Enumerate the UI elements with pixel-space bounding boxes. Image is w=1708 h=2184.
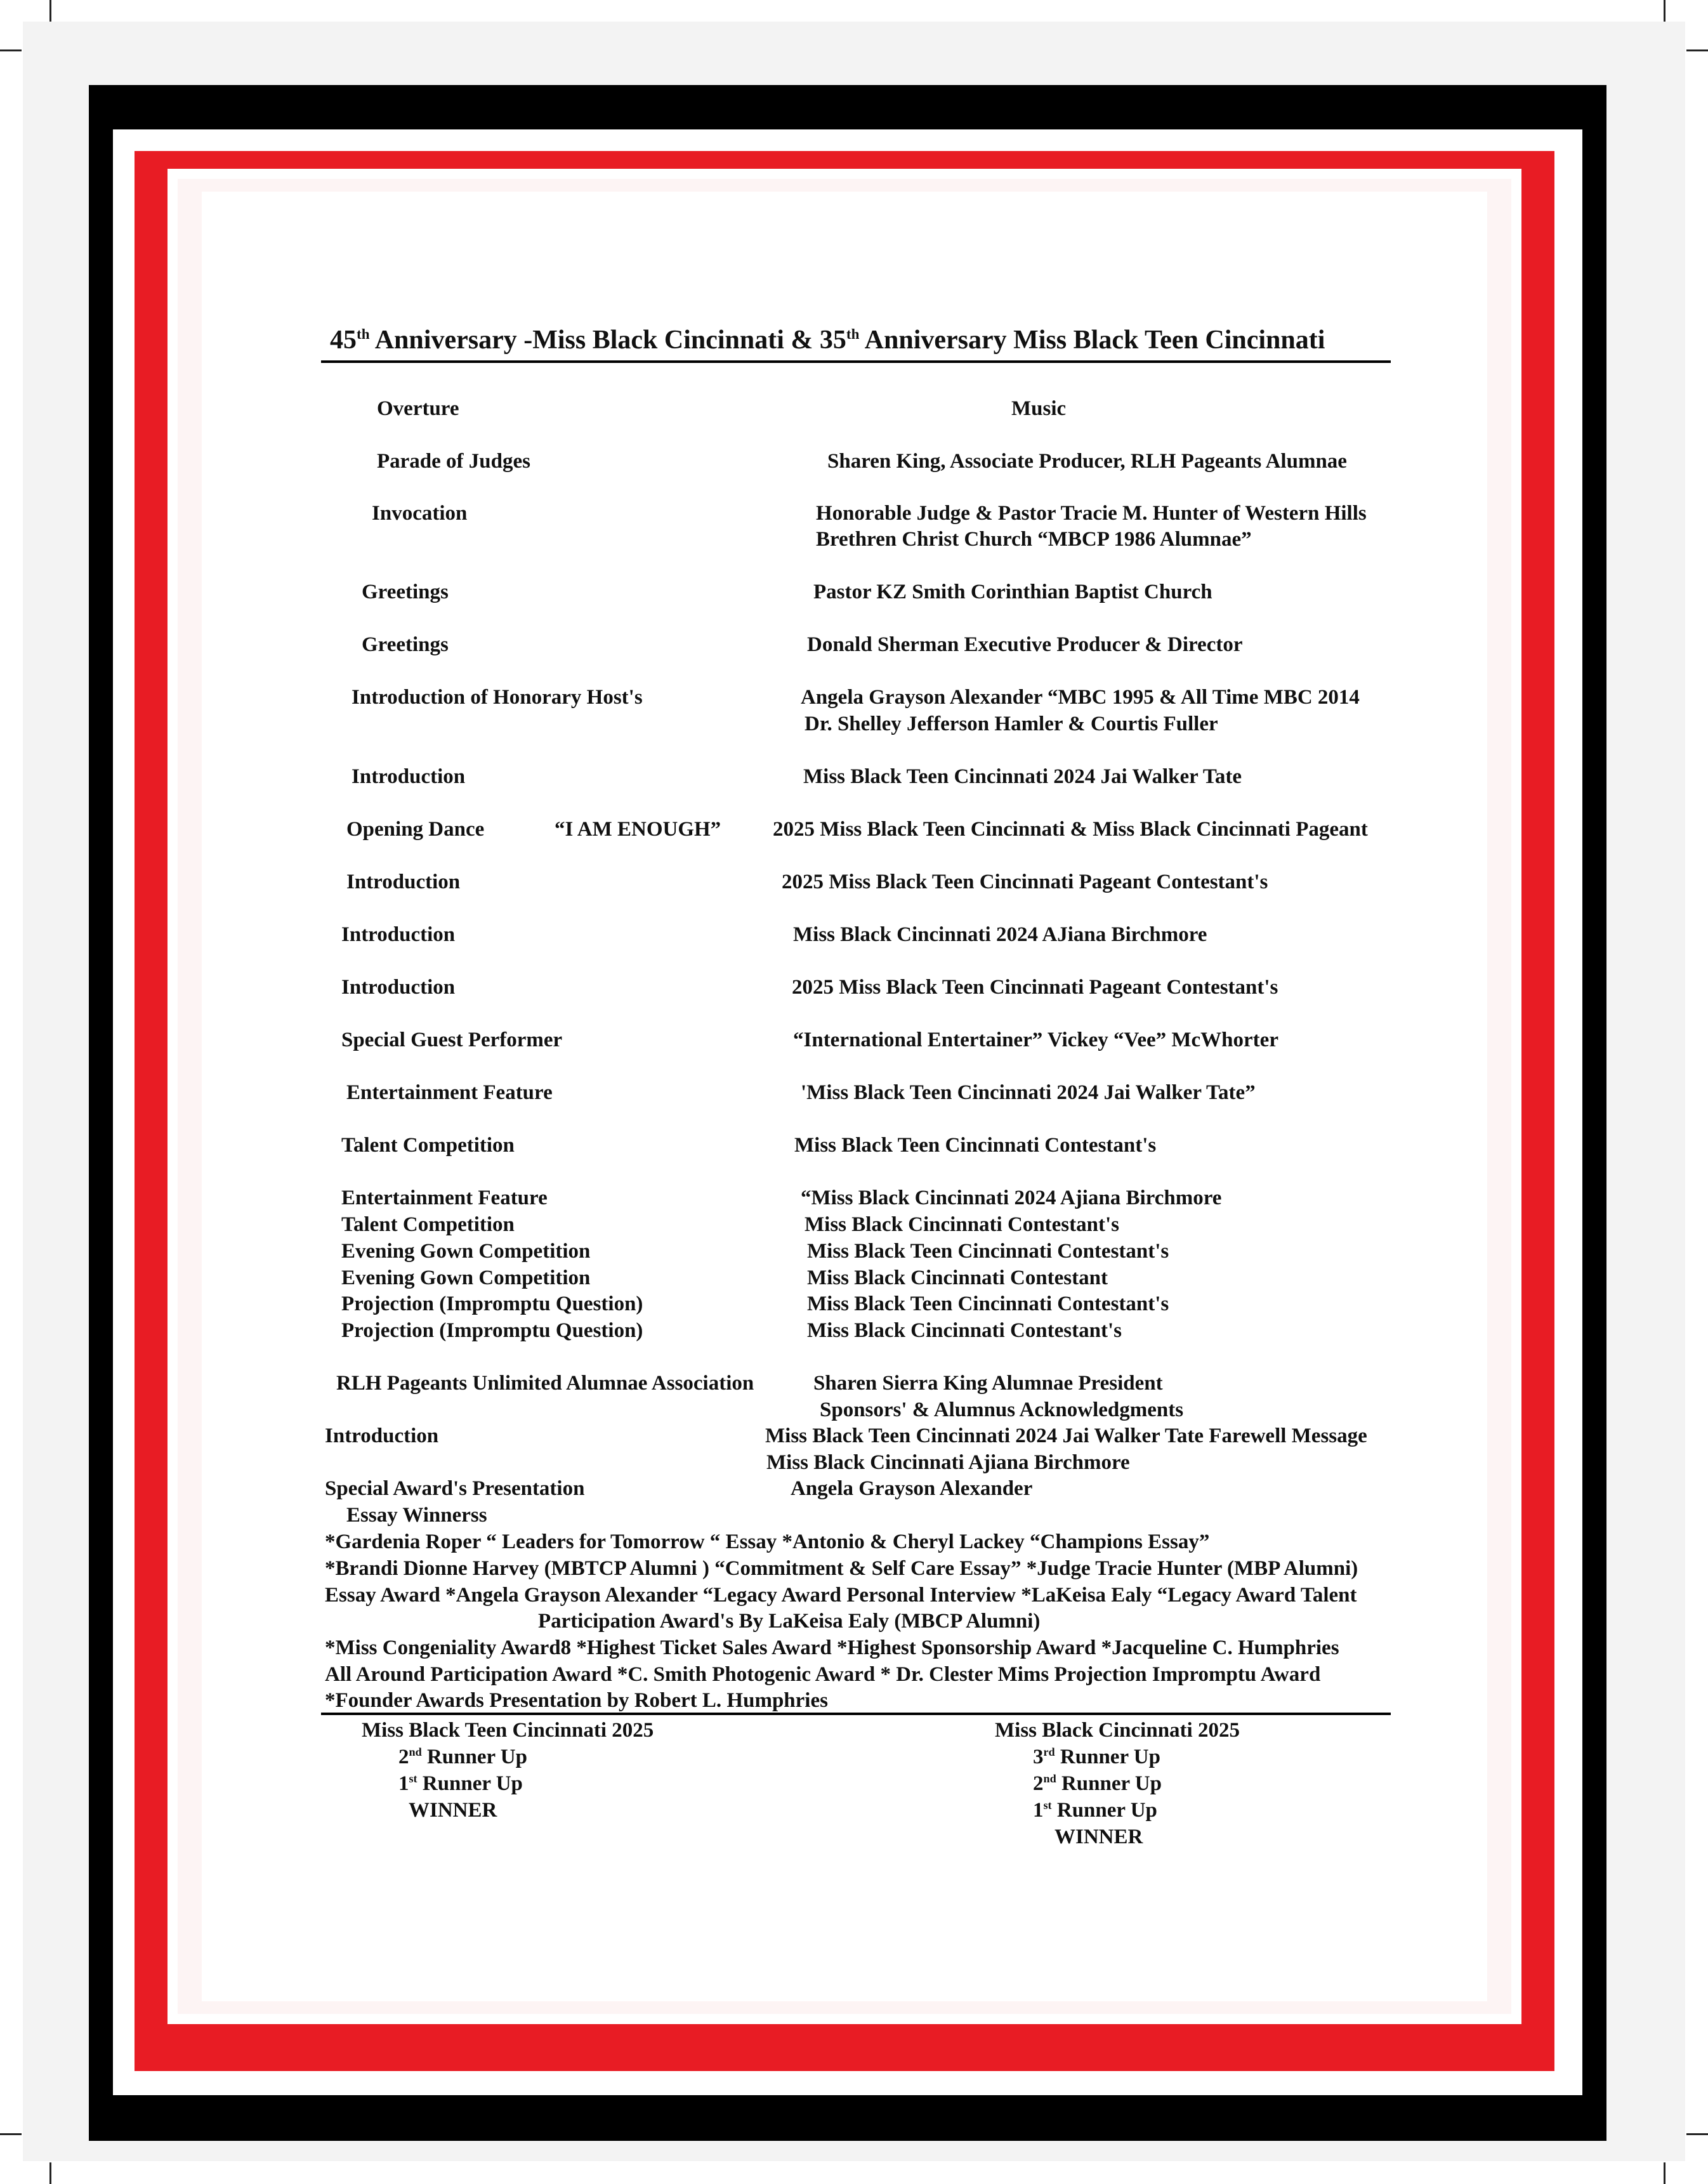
miss-runner-up	[1033, 1798, 1157, 1823]
program-item: Greetings	[362, 633, 449, 656]
place-ordinal: nd	[1043, 1772, 1056, 1785]
place-number: 1	[398, 1772, 409, 1795]
program-item: Evening Gown Competition	[341, 1240, 591, 1263]
program-detail: 2025 Miss Black Teen Cincinnati Pageant Contestant's	[792, 976, 1278, 999]
page-title	[330, 322, 1325, 358]
title-text: Anniversary -Miss Black Cincinnati &	[369, 326, 820, 355]
program-item: Opening Dance	[346, 818, 485, 841]
program-item: Invocation	[372, 502, 468, 525]
program-item: Entertainment Feature	[346, 1081, 553, 1104]
place-label: Runner Up	[421, 1746, 527, 1768]
program-detail: Miss Black Cincinnati 2024 AJiana Birchmore	[793, 923, 1207, 946]
program-item: Introduction	[325, 1424, 439, 1447]
program-item: Entertainment Feature	[341, 1187, 548, 1209]
program-item: Projection (Impromptu Question)	[341, 1293, 643, 1315]
program-detail: Miss Black Teen Cincinnati Contestant's	[807, 1240, 1169, 1263]
program-item: Talent Competition	[341, 1213, 515, 1236]
program-item: Special Award's Presentation	[325, 1477, 585, 1500]
program-detail: Sponsors' & Alumnus Acknowledgments	[820, 1398, 1184, 1421]
crop-mark	[1664, 2162, 1665, 2184]
miss-runner-up	[1033, 1744, 1160, 1770]
program-detail: Brethren Christ Church “MBCP 1986 Alumnae”	[816, 528, 1252, 551]
crop-mark	[1686, 49, 1708, 51]
miss-winner: WINNER	[1054, 1825, 1143, 1848]
crop-mark	[49, 2162, 51, 2184]
program-detail: Donald Sherman Executive Producer & Director	[807, 633, 1243, 656]
place-number: 1	[1033, 1799, 1044, 1822]
essay-winners-heading: Essay Winnerss	[346, 1504, 487, 1527]
place-label: Runner Up	[1056, 1772, 1162, 1795]
teen-runner-up	[398, 1771, 523, 1796]
program-item: Talent Competition	[341, 1134, 515, 1157]
program-subtitle: “I AM ENOUGH”	[555, 818, 721, 841]
place-ordinal: st	[1043, 1799, 1052, 1812]
award-line: *Founder Awards Presentation by Robert L. Humphries	[325, 1689, 828, 1712]
place-number: 3	[1033, 1746, 1044, 1768]
program-detail: Honorable Judge & Pastor Tracie M. Hunter of Western Hills	[816, 502, 1367, 525]
title-number: 35	[819, 326, 846, 355]
award-line: *Gardenia Roper “ Leaders for Tomorrow “ Essay *Antonio & Cheryl Lackey “Champions Essay”	[325, 1530, 1210, 1553]
crop-mark	[1664, 0, 1665, 22]
award-line: *Miss Congeniality Award8 *Highest Ticket Sales Award *Highest Sponsorship Award *Jacqueline C. Humphries	[325, 1636, 1339, 1659]
program-detail: 2025 Miss Black Teen Cincinnati & Miss Black Cincinnati Pageant	[773, 818, 1368, 841]
place-label: Runner Up	[417, 1772, 523, 1795]
program-item: Introduction	[351, 765, 466, 788]
results-divider	[321, 1713, 1391, 1715]
place-ordinal: rd	[1043, 1746, 1055, 1758]
program-item: Introduction of Honorary Host's	[351, 686, 643, 709]
place-number: 2	[1033, 1772, 1044, 1795]
crop-mark	[0, 49, 22, 51]
award-line: All Around Participation Award *C. Smith Photogenic Award * Dr. Clester Mims Projection Impromptu Award	[325, 1663, 1321, 1686]
place-ordinal: nd	[409, 1746, 422, 1758]
title-divider	[321, 360, 1391, 363]
program-item: Projection (Impromptu Question)	[341, 1319, 643, 1342]
program-detail: Miss Black Teen Cincinnati 2024 Jai Walker Tate	[803, 765, 1242, 788]
title-ordinal: th	[846, 326, 860, 342]
program-detail: Music	[1011, 397, 1067, 420]
program-item: Special Guest Performer	[341, 1029, 563, 1051]
program-item: Parade of Judges	[377, 450, 530, 473]
place-label: Runner Up	[1051, 1799, 1157, 1822]
program-item: Introduction	[341, 923, 456, 946]
teen-runner-up	[398, 1744, 527, 1770]
program-detail: Miss Black Cincinnati Ajiana Birchmore	[766, 1451, 1130, 1474]
crop-mark	[0, 2133, 22, 2135]
program-item: Introduction	[346, 871, 461, 893]
crop-mark	[49, 0, 51, 22]
miss-runner-up	[1033, 1771, 1162, 1796]
program-detail: Dr. Shelley Jefferson Hamler & Courtis Fuller	[805, 713, 1218, 735]
program-detail: 2025 Miss Black Teen Cincinnati Pageant Contestant's	[782, 871, 1268, 893]
program-item: Evening Gown Competition	[341, 1266, 591, 1289]
award-line: *Brandi Dionne Harvey (MBTCP Alumni ) “Commitment & Self Care Essay” *Judge Tracie Hunter (MBP Alumni)	[325, 1557, 1358, 1580]
program-detail: Miss Black Teen Cincinnati 2024 Jai Walker Tate Farewell Message	[765, 1424, 1367, 1447]
program-item: Overture	[377, 397, 459, 420]
program-detail: Angela Grayson Alexander “MBC 1995 & All Time MBC 2014	[801, 686, 1360, 709]
program-item: Introduction	[341, 976, 456, 999]
program-detail: Sharen Sierra King Alumnae President	[813, 1372, 1163, 1395]
program-detail: Miss Black Cincinnati Contestant's	[805, 1213, 1119, 1236]
program-detail: Sharen King, Associate Producer, RLH Pageants Alumnae	[827, 450, 1347, 473]
program-detail: Miss Black Cincinnati Contestant	[807, 1266, 1108, 1289]
title-text: Anniversary Miss Black Teen Cincinnati	[859, 326, 1325, 355]
place-ordinal: st	[409, 1772, 417, 1785]
title-number: 45	[330, 326, 357, 355]
program-detail: Miss Black Teen Cincinnati Contestant's	[794, 1134, 1157, 1157]
program-detail: Angela Grayson Alexander	[791, 1477, 1033, 1500]
program-detail: Miss Black Cincinnati Contestant's	[807, 1319, 1122, 1342]
teen-winner: WINNER	[409, 1799, 497, 1822]
program-detail: Pastor KZ Smith Corinthian Baptist Church	[813, 581, 1212, 603]
place-number: 2	[398, 1746, 409, 1768]
program-item: RLH Pageants Unlimited Alumnae Association	[336, 1372, 754, 1395]
program-detail: Miss Black Teen Cincinnati Contestant's	[807, 1293, 1169, 1315]
program-detail: 'Miss Black Teen Cincinnati 2024 Jai Walker Tate”	[801, 1081, 1256, 1104]
award-line: Participation Award's By LaKeisa Ealy (MBCP Alumni)	[538, 1610, 1041, 1633]
teen-results-title: Miss Black Teen Cincinnati 2025	[362, 1719, 654, 1742]
program-detail: “International Entertainer” Vickey “Vee” McWhorter	[793, 1029, 1278, 1051]
title-ordinal: th	[357, 326, 370, 342]
program-item: Greetings	[362, 581, 449, 603]
program-detail: “Miss Black Cincinnati 2024 Ajiana Birchmore	[801, 1187, 1222, 1209]
award-line: Essay Award *Angela Grayson Alexander “Legacy Award Personal Interview *LaKeisa Ealy “Legacy Award Talent	[325, 1584, 1357, 1607]
miss-results-title: Miss Black Cincinnati 2025	[995, 1719, 1240, 1742]
crop-mark	[1686, 2133, 1708, 2135]
place-label: Runner Up	[1054, 1746, 1160, 1768]
